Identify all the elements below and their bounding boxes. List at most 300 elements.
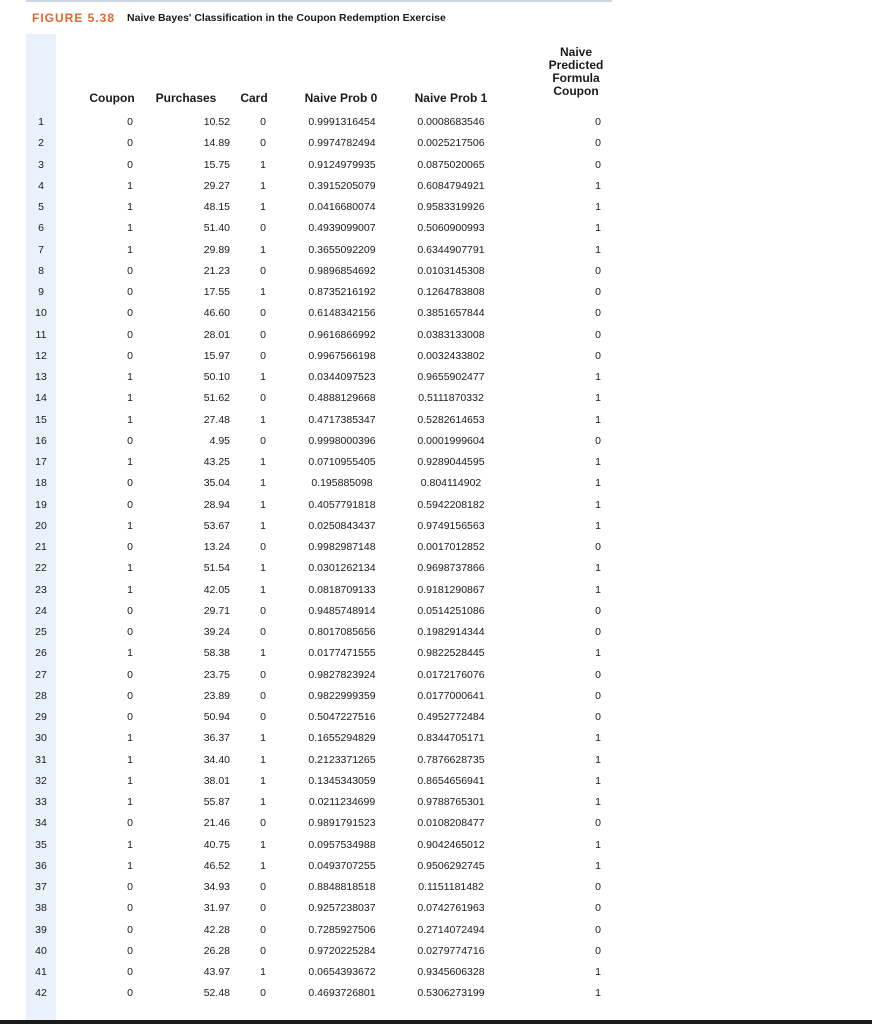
row-number: 17	[35, 456, 47, 468]
cell-naive-prob-1: 0.5111870332	[418, 392, 484, 405]
cell-naive-prob-0: 0.0250843437	[308, 519, 376, 532]
cell-predicted-coupon: 1	[595, 796, 601, 808]
cell-naive-prob-1: 0.6344907791	[417, 243, 485, 256]
cell-naive-prob-0: 0.8735216192	[308, 286, 376, 298]
table-row	[26, 388, 612, 409]
row-number: 23	[35, 583, 47, 596]
cell-naive-prob-0: 0.9974782494	[308, 137, 376, 150]
cell-purchases: 13.24	[203, 541, 230, 553]
cell-naive-prob-0: 0.9991316454	[308, 116, 376, 128]
row-number: 39	[35, 923, 47, 936]
cell-predicted-coupon: 0	[595, 349, 601, 362]
cell-coupon: 1	[127, 222, 133, 235]
cell-purchases: 29.89	[203, 243, 230, 256]
cell-coupon: 0	[127, 881, 133, 893]
cell-naive-prob-0: 0.0344097523	[308, 371, 376, 383]
table-row	[26, 431, 612, 452]
cell-purchases: 52.48	[203, 987, 230, 1000]
header-coupon: Coupon	[89, 91, 135, 105]
cell-purchases: 27.48	[203, 413, 230, 426]
cell-predicted-coupon: 0	[595, 434, 601, 447]
cell-card: 0	[260, 434, 266, 447]
cell-naive-prob-0: 0.0818709133	[308, 583, 376, 596]
cell-purchases: 43.25	[203, 456, 230, 468]
cell-naive-prob-0: 0.9982987148	[308, 541, 376, 553]
cell-naive-prob-1: 0.0103145308	[417, 264, 485, 277]
cell-card: 0	[260, 307, 266, 320]
cell-naive-prob-1: 0.0108208477	[417, 817, 485, 830]
cell-naive-prob-1: 0.9181290867	[417, 583, 485, 596]
cell-naive-prob-1: 0.7876628735	[417, 753, 485, 766]
cell-card: 0	[260, 264, 266, 277]
cell-coupon: 0	[127, 604, 133, 617]
cell-naive-prob-1: 0.0279774716	[417, 944, 485, 957]
cell-card: 1	[260, 753, 266, 766]
row-number: 11	[35, 328, 47, 341]
cell-naive-prob-1: 0.1151181482	[418, 881, 484, 893]
cell-predicted-coupon: 1	[595, 179, 601, 192]
cell-predicted-coupon: 1	[595, 647, 601, 660]
cell-purchases: 40.75	[203, 838, 230, 851]
cell-predicted-coupon: 1	[595, 859, 601, 872]
cell-purchases: 23.75	[203, 668, 230, 681]
cell-card: 0	[260, 881, 266, 893]
table-row	[26, 240, 612, 261]
cell-purchases: 15.97	[203, 349, 230, 362]
cell-naive-prob-1: 0.0017012852	[417, 541, 485, 553]
table-row	[26, 516, 612, 537]
cell-purchases: 39.24	[203, 626, 230, 638]
cell-predicted-coupon: 0	[595, 689, 601, 702]
cell-purchases: 35.04	[203, 477, 230, 490]
row-number: 19	[35, 498, 47, 511]
cell-purchases: 50.10	[203, 371, 230, 383]
cell-naive-prob-1: 0.8344705171	[417, 732, 485, 745]
cell-card: 1	[260, 859, 266, 872]
table-row	[26, 155, 612, 176]
cell-predicted-coupon: 1	[595, 838, 601, 851]
cell-card: 0	[260, 923, 266, 936]
cell-coupon: 0	[127, 137, 133, 150]
row-number: 32	[35, 774, 47, 787]
cell-card: 1	[260, 243, 266, 256]
table-row	[26, 325, 612, 346]
cell-card: 1	[260, 966, 266, 978]
row-number: 36	[35, 859, 47, 872]
cell-naive-prob-0: 0.4939099007	[308, 222, 376, 235]
cell-purchases: 34.93	[203, 881, 230, 893]
cell-coupon: 1	[127, 456, 133, 468]
cell-naive-prob-0: 0.8848818518	[308, 881, 376, 893]
cell-purchases: 14.89	[203, 137, 230, 150]
cell-naive-prob-1: 0.0001999604	[417, 434, 485, 447]
cell-naive-prob-1: 0.0742761963	[417, 902, 485, 915]
table-row	[26, 750, 612, 771]
cell-naive-prob-1: 0.2714072494	[417, 923, 485, 936]
cell-coupon: 0	[127, 668, 133, 681]
table-row	[26, 898, 612, 919]
table-row	[26, 580, 612, 601]
cell-predicted-coupon: 0	[595, 137, 601, 150]
row-number: 42	[35, 987, 47, 1000]
row-number: 8	[38, 264, 44, 277]
cell-purchases: 43.97	[203, 966, 230, 978]
cell-card: 0	[260, 817, 266, 830]
cell-purchases: 28.01	[203, 328, 230, 341]
cell-predicted-coupon: 0	[595, 604, 601, 617]
cell-coupon: 1	[127, 774, 133, 787]
cell-naive-prob-0: 0.9891791523	[308, 817, 376, 830]
header-naive-prob-0: Naive Prob 0	[304, 91, 378, 105]
cell-coupon: 1	[127, 753, 133, 766]
cell-predicted-coupon: 1	[595, 562, 601, 575]
cell-predicted-coupon: 1	[595, 477, 601, 490]
cell-predicted-coupon: 1	[595, 371, 601, 383]
row-number: 28	[35, 689, 47, 702]
cell-predicted-coupon: 0	[595, 711, 601, 723]
cell-purchases: 15.75	[203, 158, 230, 171]
cell-predicted-coupon: 0	[595, 328, 601, 341]
cell-card: 0	[260, 604, 266, 617]
header-card: Card	[240, 91, 268, 105]
cell-predicted-coupon: 0	[595, 881, 601, 893]
cell-predicted-coupon: 1	[595, 498, 601, 511]
cell-coupon: 0	[127, 264, 133, 277]
cell-purchases: 23.89	[203, 689, 230, 702]
cell-card: 1	[260, 477, 266, 490]
row-number: 18	[35, 477, 47, 490]
cell-card: 1	[260, 158, 266, 171]
cell-predicted-coupon: 0	[595, 944, 601, 957]
cell-card: 0	[260, 116, 266, 128]
table-row	[26, 601, 612, 622]
table-row	[26, 877, 612, 898]
cell-coupon: 0	[127, 711, 133, 723]
row-number: 22	[35, 562, 47, 575]
cell-predicted-coupon: 1	[595, 732, 601, 745]
cell-card: 0	[260, 626, 266, 638]
cell-predicted-coupon: 1	[595, 519, 601, 532]
cell-purchases: 31.97	[203, 902, 230, 915]
cell-coupon: 1	[127, 201, 133, 213]
table-row	[26, 856, 612, 877]
table-row	[26, 558, 612, 579]
cell-naive-prob-1: 0.9822528445	[417, 647, 485, 660]
table-row	[26, 197, 612, 218]
cell-coupon: 1	[127, 371, 133, 383]
cell-card: 0	[260, 222, 266, 235]
cell-predicted-coupon: 1	[595, 774, 601, 787]
cell-card: 0	[260, 137, 266, 150]
bottom-bar	[0, 1020, 872, 1024]
cell-coupon: 1	[127, 732, 133, 745]
table-row	[26, 218, 612, 239]
cell-naive-prob-0: 0.0301262134	[308, 562, 376, 575]
cell-card: 1	[260, 519, 266, 532]
cell-purchases: 28.94	[203, 498, 230, 511]
table-row	[26, 962, 612, 983]
cell-predicted-coupon: 0	[595, 541, 601, 553]
cell-naive-prob-0: 0.0957534988	[308, 838, 376, 851]
table-row	[26, 303, 612, 324]
table-row	[26, 282, 612, 303]
cell-naive-prob-0: 0.3915205079	[308, 179, 376, 192]
cell-predicted-coupon: 0	[595, 116, 601, 128]
cell-card: 1	[260, 498, 266, 511]
table-row	[26, 452, 612, 473]
cell-coupon: 0	[127, 328, 133, 341]
cell-naive-prob-0: 0.0211234699	[308, 796, 376, 808]
cell-predicted-coupon: 0	[595, 902, 601, 915]
cell-predicted-coupon: 1	[595, 583, 601, 596]
cell-naive-prob-0: 0.9720225284	[308, 944, 376, 957]
cell-coupon: 1	[127, 647, 133, 660]
row-number: 37	[35, 881, 47, 893]
cell-naive-prob-0: 0.4693726801	[308, 987, 376, 1000]
cell-coupon: 0	[127, 541, 133, 553]
cell-purchases: 51.40	[203, 222, 230, 235]
cell-coupon: 0	[127, 902, 133, 915]
cell-naive-prob-0: 0.0177471555	[308, 647, 376, 660]
cell-purchases: 36.37	[203, 732, 230, 745]
table-row	[26, 346, 612, 367]
cell-card: 1	[260, 456, 266, 468]
cell-naive-prob-1: 0.5942208182	[417, 498, 485, 511]
cell-naive-prob-1: 0.5060900993	[417, 222, 485, 235]
row-number: 25	[35, 626, 47, 638]
header-naive-prob-1: Naive Prob 1	[414, 91, 488, 105]
cell-coupon: 0	[127, 498, 133, 511]
row-number: 15	[35, 413, 47, 426]
table-row	[26, 133, 612, 154]
table-row	[26, 835, 612, 856]
cell-predicted-coupon: 1	[595, 243, 601, 256]
cell-naive-prob-0: 0.0654393672	[308, 966, 376, 978]
cell-card: 1	[260, 774, 266, 787]
cell-naive-prob-0: 0.9827823924	[308, 668, 376, 681]
row-number: 41	[35, 966, 47, 978]
table-row	[26, 643, 612, 664]
table-row	[26, 813, 612, 834]
table-row	[26, 261, 612, 282]
row-number: 34	[35, 817, 47, 830]
cell-predicted-coupon: 1	[595, 413, 601, 426]
cell-coupon: 1	[127, 392, 133, 405]
cell-purchases: 46.60	[203, 307, 230, 320]
cell-naive-prob-1: 0.3851657844	[417, 307, 485, 320]
cell-card: 1	[260, 732, 266, 745]
cell-purchases: 21.46	[203, 817, 230, 830]
cell-card: 1	[260, 371, 266, 383]
row-number: 6	[38, 222, 44, 235]
table-row	[26, 792, 612, 813]
cell-coupon: 1	[127, 519, 133, 532]
cell-coupon: 1	[127, 796, 133, 808]
cell-naive-prob-1: 0.9749156563	[417, 519, 485, 532]
row-number: 1	[38, 116, 44, 128]
cell-purchases: 55.87	[203, 796, 230, 808]
cell-predicted-coupon: 0	[595, 264, 601, 277]
cell-coupon: 0	[127, 307, 133, 320]
cell-coupon: 0	[127, 987, 133, 1000]
cell-naive-prob-1: 0.9042465012	[417, 838, 485, 851]
cell-purchases: 29.71	[203, 604, 230, 617]
table-row	[26, 410, 612, 431]
cell-naive-prob-0: 0.9998000396	[308, 434, 376, 447]
cell-card: 0	[260, 944, 266, 957]
cell-card: 0	[260, 987, 266, 1000]
cell-naive-prob-0: 0.0416680074	[308, 201, 376, 213]
cell-coupon: 0	[127, 944, 133, 957]
cell-card: 0	[260, 328, 266, 341]
row-number: 12	[35, 349, 47, 362]
table-row	[26, 112, 612, 133]
cell-coupon: 0	[127, 966, 133, 978]
cell-predicted-coupon: 0	[595, 307, 601, 320]
cell-coupon: 1	[127, 179, 133, 192]
cell-naive-prob-1: 0.9788765301	[417, 796, 485, 808]
cell-predicted-coupon: 1	[595, 987, 601, 1000]
figure-title: Naive Bayes' Classification in the Coupon Redemption Exercise	[127, 12, 446, 24]
cell-naive-prob-1: 0.9583319926	[417, 201, 485, 213]
cell-coupon: 1	[127, 838, 133, 851]
figure-number: FIGURE 5.38	[32, 11, 116, 25]
row-number: 27	[35, 668, 47, 681]
cell-card: 0	[260, 541, 266, 553]
header-naive-predicted	[540, 46, 612, 98]
cell-coupon: 0	[127, 286, 133, 298]
cell-coupon: 0	[127, 923, 133, 936]
cell-predicted-coupon: 0	[595, 668, 601, 681]
row-number: 4	[38, 179, 44, 192]
table-row	[26, 473, 612, 494]
cell-predicted-coupon: 1	[595, 201, 601, 213]
cell-purchases: 34.40	[203, 753, 230, 766]
cell-purchases: 42.05	[203, 583, 230, 596]
cell-naive-prob-1: 0.0514251086	[417, 604, 485, 617]
cell-naive-prob-0: 0.9616866992	[308, 328, 376, 341]
cell-naive-prob-1: 0.9655902477	[417, 371, 485, 383]
cell-predicted-coupon: 0	[595, 817, 601, 830]
row-number: 31	[35, 753, 47, 766]
figure-caption	[32, 8, 446, 28]
row-number: 5	[38, 201, 44, 213]
table-row	[26, 495, 612, 516]
cell-purchases: 21.23	[203, 264, 230, 277]
cell-naive-prob-1: 0.0383133008	[417, 328, 485, 341]
header-predicted-line-4: Coupon	[553, 84, 599, 98]
cell-naive-prob-0: 0.9485748914	[308, 604, 376, 617]
cell-coupon: 1	[127, 562, 133, 575]
row-number: 30	[35, 732, 47, 745]
table-row	[26, 176, 612, 197]
cell-naive-prob-1: 0.0025217506	[417, 137, 485, 150]
table-row	[26, 367, 612, 388]
cell-naive-prob-0: 0.9124979935	[308, 158, 376, 171]
cell-naive-prob-0: 0.9967566198	[308, 349, 376, 362]
cell-naive-prob-0: 0.5047227516	[308, 711, 376, 723]
cell-naive-prob-1: 0.1982914344	[417, 626, 485, 638]
table-row	[26, 537, 612, 558]
cell-naive-prob-0: 0.7285927506	[308, 923, 376, 936]
cell-purchases: 17.55	[203, 286, 230, 298]
header-predicted-line-2: Predicted	[548, 58, 604, 72]
cell-predicted-coupon: 1	[595, 753, 601, 766]
cell-purchases: 51.54	[203, 562, 230, 575]
cell-naive-prob-0: 0.6148342156	[308, 307, 376, 320]
cell-coupon: 1	[127, 243, 133, 256]
cell-naive-prob-0: 0.9822999359	[308, 689, 376, 702]
cell-predicted-coupon: 1	[595, 456, 601, 468]
cell-naive-prob-1: 0.0008683546	[417, 116, 485, 128]
cell-coupon: 1	[127, 413, 133, 426]
cell-card: 1	[260, 179, 266, 192]
cell-card: 0	[260, 349, 266, 362]
cell-coupon: 0	[127, 434, 133, 447]
cell-naive-prob-0: 0.9257238037	[308, 902, 376, 915]
cell-card: 1	[260, 562, 266, 575]
row-number: 40	[35, 944, 47, 957]
cell-naive-prob-1: 0.0172176076	[417, 668, 485, 681]
cell-predicted-coupon: 0	[595, 923, 601, 936]
cell-coupon: 0	[127, 158, 133, 171]
cell-predicted-coupon: 0	[595, 286, 601, 298]
cell-purchases: 48.15	[203, 201, 230, 213]
cell-card: 1	[260, 583, 266, 596]
table-row	[26, 686, 612, 707]
cell-naive-prob-1: 0.8654656941	[417, 774, 485, 787]
row-number: 2	[38, 137, 44, 150]
cell-purchases: 46.52	[203, 859, 230, 872]
cell-naive-prob-1: 0.9289044595	[417, 456, 485, 468]
cell-purchases: 4.95	[209, 434, 230, 447]
cell-naive-prob-0: 0.0493707255	[308, 859, 376, 872]
row-number: 16	[35, 434, 47, 447]
cell-naive-prob-1: 0.0032433802	[417, 349, 485, 362]
row-number: 10	[35, 307, 47, 320]
row-number: 38	[35, 902, 47, 915]
cell-predicted-coupon: 0	[595, 626, 601, 638]
table-row	[26, 707, 612, 728]
cell-predicted-coupon: 1	[595, 392, 601, 405]
header-purchases: Purchases	[155, 91, 217, 105]
cell-card: 0	[260, 689, 266, 702]
cell-naive-prob-0: 0.4057791818	[308, 498, 376, 511]
cell-naive-prob-0: 0.0710955405	[308, 456, 376, 468]
cell-naive-prob-1: 0.4952772484	[417, 711, 485, 723]
row-number: 9	[38, 286, 44, 298]
cell-purchases: 42.28	[203, 923, 230, 936]
cell-coupon: 0	[127, 689, 133, 702]
cell-naive-prob-1: 0.5306273199	[417, 987, 485, 1000]
cell-naive-prob-1: 0.804114902	[420, 477, 482, 490]
cell-coupon: 0	[127, 477, 133, 490]
cell-naive-prob-0: 0.1655294829	[308, 732, 376, 745]
cell-coupon: 0	[127, 817, 133, 830]
cell-coupon: 1	[127, 583, 133, 596]
cell-naive-prob-0: 0.2123371265	[308, 753, 376, 766]
row-number: 14	[35, 392, 47, 405]
cell-coupon: 0	[127, 116, 133, 128]
cell-purchases: 53.67	[203, 519, 230, 532]
cell-card: 1	[260, 647, 266, 660]
row-number: 7	[38, 243, 44, 256]
cell-card: 1	[260, 413, 266, 426]
cell-naive-prob-1: 0.0177000641	[417, 689, 485, 702]
cell-purchases: 51.62	[203, 392, 230, 405]
table-row	[26, 920, 612, 941]
row-number: 20	[35, 519, 47, 532]
